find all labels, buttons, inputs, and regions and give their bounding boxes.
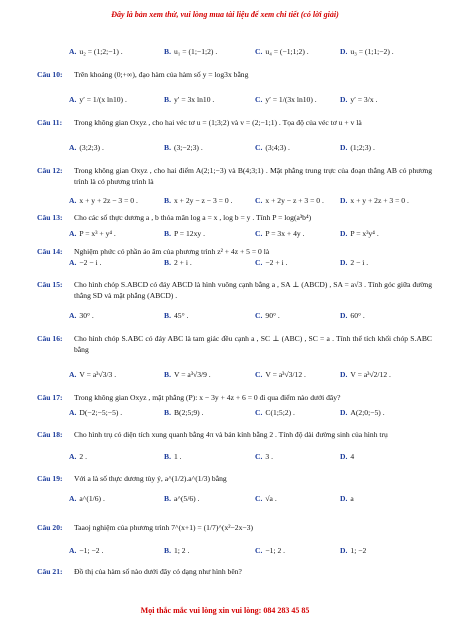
question-18: Câu 18: Cho hình trụ có diện tích xung quanh bằng 4π và bán kính bằng 2 . Tính độ dài đường sinh của hình trụ xyxy=(37,429,432,440)
question-13: Câu 13: Cho các số thực dương a , b thỏa mãn log a = x , log b = y . Tính P = log(a³b⁴) xyxy=(37,212,432,223)
question-19: Câu 19: Với a là số thực dương tùy ý, a^(1/2).a^(1/3) bằng xyxy=(37,473,432,484)
question-text: Nghiệm phức có phần ảo âm của phương trình z² + 4z + 5 = 0 là xyxy=(74,247,270,256)
option-d: D. P = x³y⁴ . xyxy=(340,229,379,238)
contact-footer: Mọi thắc mắc vui lòng xin vui lòng: 084 283 45 85 xyxy=(140,606,310,615)
option-a: A. V = a³√3/3 . xyxy=(69,370,117,379)
option-d: D. x + y + 2z + 3 = 0 . xyxy=(340,196,409,205)
option-c: C. u₄ = (−1;1;2) . xyxy=(255,47,309,56)
option-d: D. V = a³√2/12 . xyxy=(340,370,391,379)
option-c: C. −2 + i . xyxy=(255,258,288,267)
question-20: Câu 20: Taaoj nghiệm của phương trình 7^(x+1) = (1/7)^(x²−2x−3) xyxy=(37,522,432,533)
question-text: Trên khoảng (0;+∞), đạo hàm của hàm số y = log3x bằng xyxy=(74,70,249,79)
question-text: Cho hình chóp S.ABC có đáy ABC là tam giác đều cạnh a , SC ⊥ (ABC) , SC = a . Tính thể tích khối chóp S.ABC bằng xyxy=(74,334,432,354)
options-row xyxy=(37,229,447,241)
options-row xyxy=(37,494,447,506)
option-c: C. C(1;5;2) . xyxy=(255,408,295,417)
question-text: Cho hình chóp S.ABCD có đáy ABCD là hình vuông cạnh bằng a , SA ⊥ (ABCD) , SA = a√3 . Tính góc giữa đường thẳng SD và mặt phẳng (ABCD) . xyxy=(74,280,432,300)
question-text: Cho các số thực dương a , b thỏa mãn log a = x , log b = y . Tính P = log(a³b⁴) xyxy=(74,213,312,222)
option-d: D. u₃ = (1;1;−2) . xyxy=(340,47,394,56)
option-b: B. 1 . xyxy=(164,452,182,461)
option-a: A. a^(1/6) . xyxy=(69,494,105,503)
options-row xyxy=(37,370,447,382)
options-row xyxy=(37,258,447,270)
options-row xyxy=(37,546,447,558)
question-text: Trong không gian Oxyz , mặt phẳng (P): x − 3y + 4z + 6 = 0 đi qua điểm nào dưới đây? xyxy=(74,393,341,402)
option-d: D. (1;2;3) . xyxy=(340,143,375,152)
question-10: Câu 10: Trên khoảng (0;+∞), đạo hàm của hàm số y = log3x bằng xyxy=(37,69,432,80)
option-c: C. 3 . xyxy=(255,452,273,461)
option-c: C. −1; 2 . xyxy=(255,546,286,555)
question-16: Câu 16: Cho hình chóp S.ABC có đáy ABC là tam giác đều cạnh a , SC ⊥ (ABC) , SC = a . Tính thể tích khối chóp S.ABC bằng xyxy=(37,334,432,354)
option-b: B. 45° . xyxy=(164,311,189,320)
preview-banner: Đây là bản xem thử, vui lòng mua tài liệu để xem chi tiết (có lời giải) xyxy=(111,10,339,19)
options-row xyxy=(37,95,447,107)
option-d: D. a xyxy=(340,494,354,503)
options-row xyxy=(37,452,447,464)
option-b: B. 2 + i . xyxy=(164,258,192,267)
question-14: Câu 14: Nghiệm phức có phần ảo âm của phương trình z² + 4z + 5 = 0 là xyxy=(37,246,432,257)
option-a: A. u₂ = (1;2;−1) . xyxy=(69,47,123,56)
option-c: C. 90° . xyxy=(255,311,280,320)
option-a: A. D(−2;−5;−5) . xyxy=(69,408,123,417)
option-c: C. y′ = 1/(3x ln10) . xyxy=(255,95,317,104)
option-d: D. 1; −2 xyxy=(340,546,367,555)
question-15: Câu 15: Cho hình chóp S.ABCD có đáy ABCD là hình vuông cạnh bằng a , SA ⊥ (ABCD) , SA = a√3 . Tính góc giữa đường thẳng SD và mặt phẳng (ABCD) . xyxy=(37,280,432,300)
question-21: Câu 21: Đồ thị của hàm số nào dưới đây có dạng như hình bên? xyxy=(37,566,432,577)
option-b: B. a^(5/6) . xyxy=(164,494,200,503)
option-a: A. y′ = 1/(x ln10) . xyxy=(69,95,127,104)
option-c: C. √a . xyxy=(255,494,277,503)
option-a: A. −2 − i . xyxy=(69,258,102,267)
question-11: Câu 11: Trong không gian Oxyz , cho hai véc tơ u = (1;3;2) và v = (2;−1;1) . Tọa độ của véc tơ u + v là xyxy=(37,117,432,128)
option-d: D. 2 − i . xyxy=(340,258,369,267)
options-row xyxy=(37,143,447,155)
option-c: C. x + 2y − z + 3 = 0 . xyxy=(255,196,324,205)
option-b: B. y′ = 3x ln10 . xyxy=(164,95,215,104)
option-c: C. V = a³√3/12 . xyxy=(255,370,306,379)
options-row-prev xyxy=(37,47,447,59)
option-d: D. A(2;0;−5) . xyxy=(340,408,385,417)
option-a: A. x + y + 2z − 3 = 0 . xyxy=(69,196,138,205)
question-12: Câu 12: Trong không gian Oxyz , cho hai điểm A(2;1;−3) và B(4;3;1) . Mặt phẳng trung trực của đoạn thẳng AB có phương trình là có phương trình là xyxy=(37,166,432,186)
option-c: C. P = 3x + 4y . xyxy=(255,229,305,238)
question-text: Taaoj nghiệm của phương trình 7^(x+1) = (1/7)^(x²−2x−3) xyxy=(74,523,254,532)
option-b: B. u₁ = (1;−1;2) . xyxy=(164,47,218,56)
option-b: B. 1; 2 . xyxy=(164,546,190,555)
option-a: A. 2 . xyxy=(69,452,87,461)
option-d: D. 4 xyxy=(340,452,355,461)
option-d: D. y′ = 3/x . xyxy=(340,95,378,104)
question-text: Cho hình trụ có diện tích xung quanh bằng 4π và bán kính bằng 2 . Tính độ dài đường sinh của hình trụ xyxy=(74,430,388,439)
question-text: Trong không gian Oxyz , cho hai điểm A(2;1;−3) và B(4;3;1) . Mặt phẳng trung trực của đoạn thẳng AB có phương trình là có phương trình là xyxy=(74,166,432,186)
question-text: Đồ thị của hàm số nào dưới đây có dạng như hình bên? xyxy=(74,567,242,576)
option-a: A. 30° . xyxy=(69,311,94,320)
options-row xyxy=(37,196,447,208)
options-row xyxy=(37,311,447,323)
option-a: A. (3;2;3) . xyxy=(69,143,104,152)
option-b: B. x + 2y − z − 3 = 0 . xyxy=(164,196,233,205)
option-a: A. P = x³ + y⁴ . xyxy=(69,229,116,238)
option-b: B. P = 12xy . xyxy=(164,229,205,238)
option-d: D. 60° . xyxy=(340,311,365,320)
option-b: B. B(2;5;9) . xyxy=(164,408,204,417)
option-b: B. V = a³√3/9 . xyxy=(164,370,211,379)
option-a: A. −1; −2 . xyxy=(69,546,104,555)
option-b: B. (3;−2;3) . xyxy=(164,143,203,152)
question-text: Trong không gian Oxyz , cho hai véc tơ u = (1;3;2) và v = (2;−1;1) . Tọa độ của véc tơ u + v là xyxy=(74,118,362,127)
options-row xyxy=(37,408,447,420)
question-17: Câu 17: Trong không gian Oxyz , mặt phẳng (P): x − 3y + 4z + 6 = 0 đi qua điểm nào dưới đây? xyxy=(37,392,432,403)
option-c: C. (3;4;3) . xyxy=(255,143,290,152)
question-text: Với a là số thực dương tùy ý, a^(1/2).a^(1/3) bằng xyxy=(74,474,227,483)
